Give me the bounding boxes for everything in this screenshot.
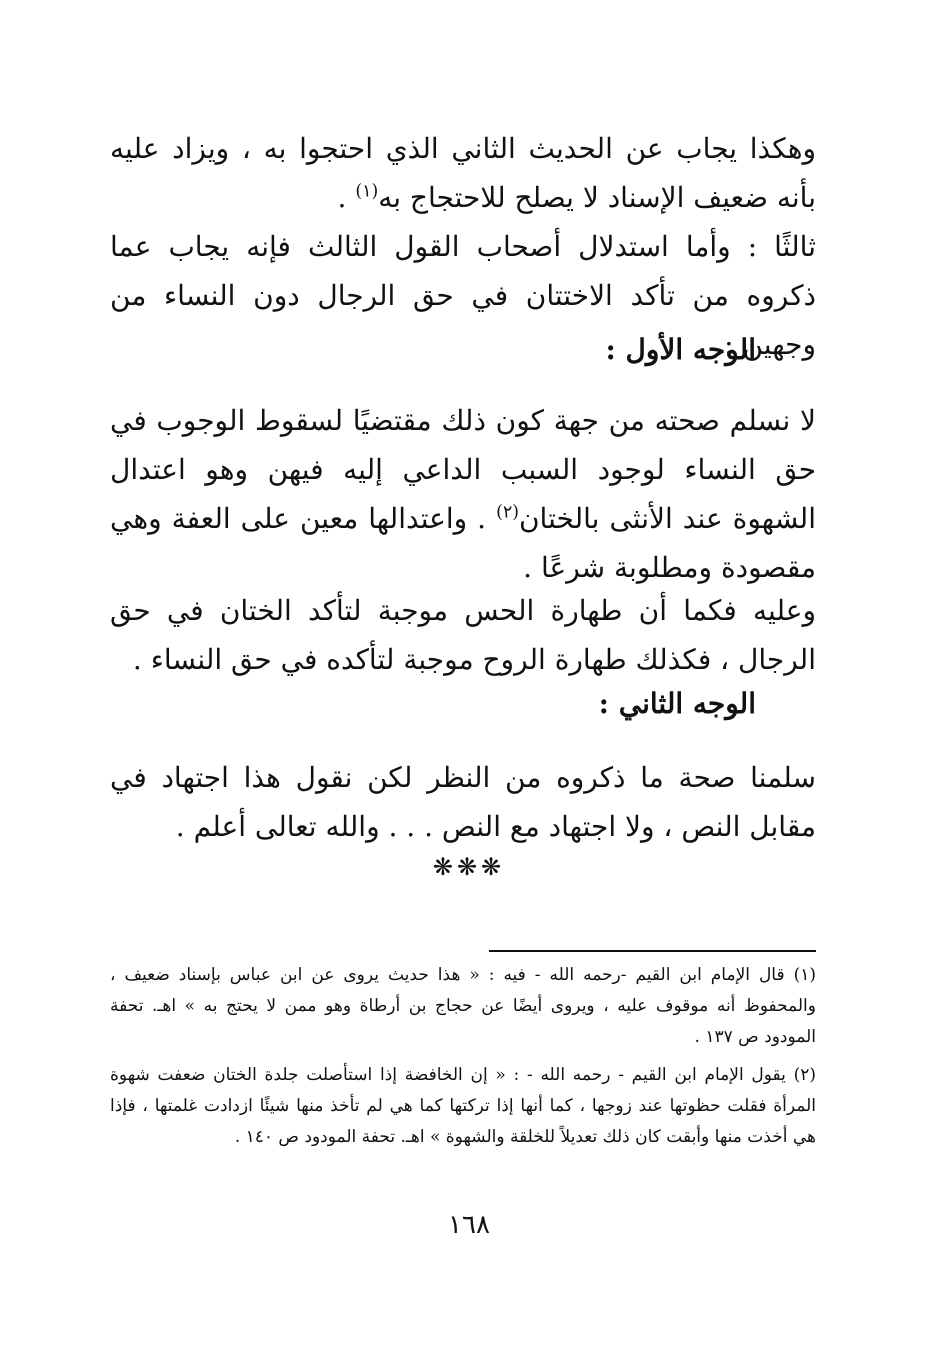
footnote-ref-1[interactable]: (١)	[355, 181, 379, 202]
footnote-ref-2[interactable]: (٢)	[496, 502, 519, 523]
heading-first-aspect: الوجه الأول :	[605, 333, 756, 366]
footnote-divider	[489, 950, 816, 952]
paragraph-2: ثالثًا : وأما استدلال أصحاب القول الثالث فإنه يجاب عما ذكروه من تأكد الاختتان في حق الرجال دون النساء من وجهين :	[110, 230, 816, 361]
heading-second-aspect: الوجه الثاني :	[598, 687, 756, 720]
paragraph-5: سلمنا صحة ما ذكروه من النظر لكن نقول هذا اجتهاد في مقابل النص ، ولا اجتهاد مع النص . . . والله تعالى أعلم .	[110, 761, 816, 843]
paragraph-1-end: .	[337, 181, 356, 214]
footnote-2: (٢) يقول الإمام ابن القيم - رحمه الله - : « إن الخافضة إذا استأصلت جلدة الختان ضعفت شهوة المرأة فقلت حظوتها عند زوجها ، كما أنها إذا تركتها كما هي لم تأخذ منها شيئًا ازدادت غلمتها ، فإذا هي أخذت منها وأبقت كان ذلك تعديلاً للخلقة والشهوة » اهـ. تحفة المودود ص ١٤٠ .	[110, 1065, 816, 1147]
paragraph-4: وعليه فكما أن طهارة الحس موجبة لتأكد الختان في حق الرجال ، فكذلك طهارة الروح موجبة لتأكده في حق النساء .	[110, 594, 816, 676]
paragraph-1	[110, 124, 816, 222]
paragraph-3	[110, 396, 816, 592]
paragraph-1-text: وهكذا يجاب عن الحديث الثاني الذي احتجوا به ، ويزاد عليه بأنه ضعيف الإسناد لا يصلح للاحتجاج به	[110, 132, 816, 214]
section-separator: ❋❋❋	[432, 853, 506, 881]
page-number: ١٦٨	[448, 1210, 490, 1240]
footnote-1: (١) قال الإمام ابن القيم -رحمه الله - فيه : « هذا حديث يروى عن ابن عباس بإسناد ضعيف ، والمحفوظ أنه موقوف عليه ، ويروى أيضًا عن حجاج بن أرطاة وهو ممن لا يحتج به » اهـ. تحفة المودود ص ١٣٧ .	[110, 965, 816, 1047]
paragraph-3-text: لا نسلم صحته من جهة كون ذلك مقتضيًا لسقوط الوجوب في حق النساء لوجود السبب الداعي إليه فيهن وهو اعتدال الشهوة عند الأنثى بالختان	[110, 404, 816, 535]
paragraph-3-end: . واعتدالها معين على العفة وهي مقصودة ومطلوبة شرعًا .	[110, 502, 816, 584]
